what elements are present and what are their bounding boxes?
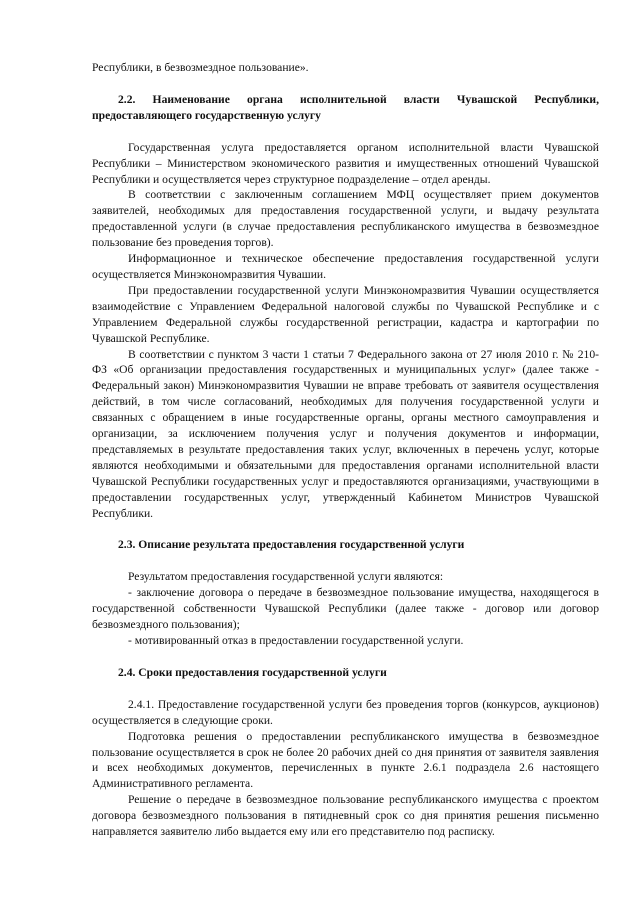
continuation-line: Республики, в безвозмездное пользование».	[92, 61, 309, 74]
section-2-4-paragraph-2: Подготовка решения о предоставлении республиканского имущества в безвозмездное пользование осуществляется в срок не более 20 рабочих дней со дня принятия от заявителя заявления и всех необходимых документов, перечисленных в пункте 2.6.1 подраздела 2.6 настоящего Административного регламента.	[92, 729, 599, 791]
section-2-4-heading: 2.4. Сроки предоставления государственной услуги	[118, 665, 387, 679]
section-2-2-paragraph-5: В соответствии с пунктом 3 части 1 статьи 7 Федерального закона от 27 июля 2010 г. № 210-ФЗ «Об организации предоставления государственных и муниципальных услуг» (далее также - Федеральный закон) Минэкономразвития Чувашии не вправе требовать от заявителя осуществления действий, в том числе согласований, необходимых для получения государственной услуги и связанных с обращением в иные государственные органы, органы местного самоуправления и организации, за исключением получения услуг и получения документов и информации, представляемых в результате предоставления таких услуг, включенных в перечень услуг, которые являются необходимыми и обязательными для предоставления органами исполнительной власти Чувашской Республики государственных услуг и предоставляются организациями, участвующими в предоставлении государственных услуг, утвержденный Кабинетом Министров Чувашской Республики.	[92, 347, 599, 520]
section-2-3-paragraph-1: Результатом предоставления государственной услуги являются:	[128, 570, 444, 584]
section-2-3-heading: 2.3. Описание результата предоставления государственной услуги	[118, 538, 465, 552]
section-2-4-paragraph-3: Решение о передаче в безвозмездное пользование республиканского имущества с проектом договора безвозмездного пользования в пятидневный срок со дня принятия решения письменно направляется заявителю либо выдается ему или его представителю под расписку.	[92, 793, 599, 839]
section-2-2-paragraph-3: Информационное и техническое обеспечение предоставления государственной услуги осуществляется Минэкономразвития Чувашии.	[92, 252, 599, 281]
section-2-2-paragraph-2: В соответствии с заключенным соглашением МФЦ осуществляет прием документов заявителей, необходимых для предоставления государственной услуги, и выдачу результата предоставленной услуги (в случае предоставления республиканского имущества в безвозмездное пользование без проведения торгов).	[92, 188, 599, 250]
section-2-2-heading: 2.2. Наименование органа исполнительной власти Чувашской Республики, предоставляющего государственную услугу	[92, 92, 599, 122]
section-2-2-paragraph-4: При предоставлении государственной услуги Минэкономразвития Чувашии осуществляется взаимодействие с Управлением Федеральной налоговой службы по Чувашской Республике и с Управлением Федеральной службы государственной регистрации, кадастра и картографии по Чувашской Республике.	[92, 283, 599, 345]
section-2-3-list-item-1: - заключение договора о передаче в безвозмездное пользование имущества, находящегося в государственной собственности Чувашской Республики (далее также - договор или договор безвозмездного пользования);	[92, 586, 599, 632]
section-2-2-paragraph-1: Государственная услуга предоставляется органом исполнительной власти Чувашской Республики – Министерством экономического развития и имущественных отношений Чувашской Республики и осуществляется через структурное подразделение – отдел аренды.	[92, 140, 599, 186]
section-2-4-paragraph-1: 2.4.1. Предоставление государственной услуги без проведения торгов (конкурсов, аукционов) осуществляется в следующие сроки.	[92, 697, 599, 727]
section-2-3-list-item-2: - мотивированный отказ в предоставлении государственной услуги.	[128, 634, 464, 647]
